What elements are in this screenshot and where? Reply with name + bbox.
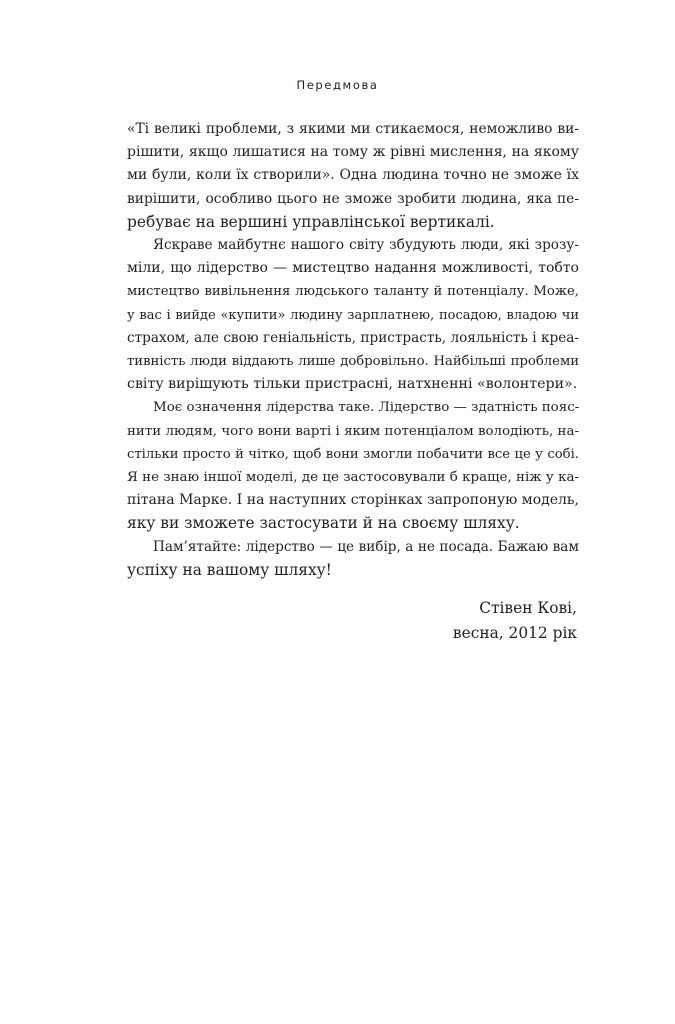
- paragraph-1: [127, 118, 579, 234]
- text-line: ребуває на вершині управлінської вертикалі.: [127, 212, 495, 231]
- text-line: тивність люди віддають лише добровільно. Найбільші проблеми: [127, 354, 579, 370]
- paragraph-2: [127, 234, 579, 396]
- text-line: рішити, якщо лишатися на тому ж рівні мислення, на якому: [127, 144, 579, 161]
- text-line: пітана Марке. І на наступних сторінках запропоную модель,: [127, 492, 579, 509]
- signature-name: Стівен Кові,: [479, 599, 577, 617]
- text-line: нити людям, чого вони варті і яким потенціалом володіють, на-: [127, 423, 579, 439]
- text-line: міли, що лідерство — мистецтво надання можливості, тобто: [127, 260, 579, 277]
- text-line: Пам’ятайте: лідерство — це вибір, а не посада. Бажаю вам: [153, 538, 579, 555]
- signature-block: [0, 596, 577, 646]
- text-line: Моє означення лідерства таке. Лідерство — здатність пояс-: [153, 400, 580, 416]
- text-line: успіху на вашому шляху!: [127, 560, 332, 579]
- text-line: яку ви зможете застосувати й на своєму шляху.: [127, 514, 520, 533]
- text-line: страхом, але свою геніальність, пристрасть, лояльність і креа-: [127, 329, 579, 346]
- running-head: Передмова: [296, 78, 379, 92]
- text-line: Я не знаю іншої моделі, де це застосовували б краще, ніж у ка-: [127, 470, 579, 486]
- text-line: Яскраве майбутнє нашого світу збудують люди, які зрозу-: [153, 237, 579, 254]
- text-line: вирішити, особливо цього не зможе зробити людина, яка пе-: [127, 190, 579, 207]
- text-line: ми були, коли їх створили». Одна людина точно не зможе їх: [127, 167, 579, 184]
- paragraph-3: [127, 396, 579, 535]
- text-line: «Ті великі проблеми, з якими ми стикаємося, неможливо ви-: [127, 121, 579, 137]
- text-line: світу вирішують тільки пристрасні, натхненні «волонтери».: [127, 376, 578, 393]
- signature-date: весна, 2012 рік: [452, 624, 577, 642]
- text-line: стільки просто й чітко, щоб вони змогли побачити все це у собі.: [127, 446, 579, 462]
- paragraph-4: [127, 536, 579, 582]
- text-line: у вас і вийде «купити» людину зарплатнею, посадою, владою чи: [127, 307, 579, 323]
- body-text: [127, 118, 579, 582]
- text-line: мистецтво вивільнення людського таланту й потенціалу. Може,: [127, 284, 579, 300]
